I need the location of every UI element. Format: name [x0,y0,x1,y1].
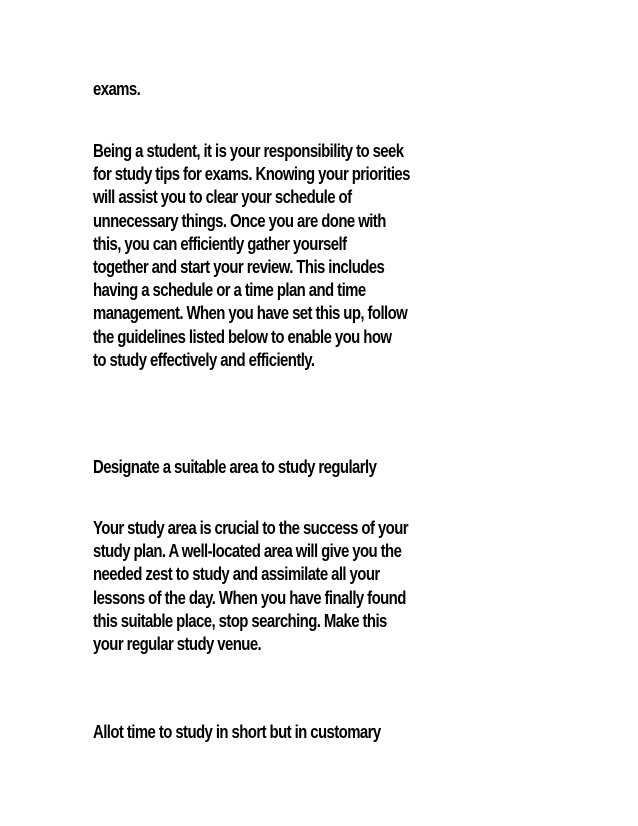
paragraph-study-responsibility [93,140,483,372]
text-line: will assist you to clear your schedule of [93,187,352,208]
section-heading-allot-time [93,721,483,744]
text-line: Your study area is crucial to the success of your [93,518,408,538]
text-line: lessons of the day. When you have finally found [93,587,406,608]
text-line: this, you can efficiently gather yourself [93,233,347,254]
text-line: Designate a suitable area to study regularly [93,457,377,477]
text-line: together and start your review. This includes [93,257,385,278]
text-line: this suitable place, stop searching. Make this [93,610,387,631]
section-heading-study-area [93,456,483,479]
text-line: for study tips for exams. Knowing your priorities [93,164,410,185]
paragraph-study-area [93,517,483,656]
text-line: management. When you have set this up, follow [93,303,408,324]
text-line: the guidelines listed below to enable you how [93,326,392,347]
text-line: Being a student, it is your responsibility to seek [93,141,404,161]
text-line: needed zest to study and assimilate all your [93,564,380,585]
paragraph-exams-continuation [93,78,483,101]
text-line: unnecessary things. Once you are done with [93,210,386,231]
text-line: Allot time to study in short but in customary [93,722,381,742]
text-line: having a schedule or a time plan and time [93,280,366,301]
text-line: exams. [93,79,141,99]
text-line: to study effectively and efficiently. [93,349,315,370]
text-line: study plan. A well-located area will give you the [93,541,402,562]
text-line: your regular study venue. [93,634,262,655]
